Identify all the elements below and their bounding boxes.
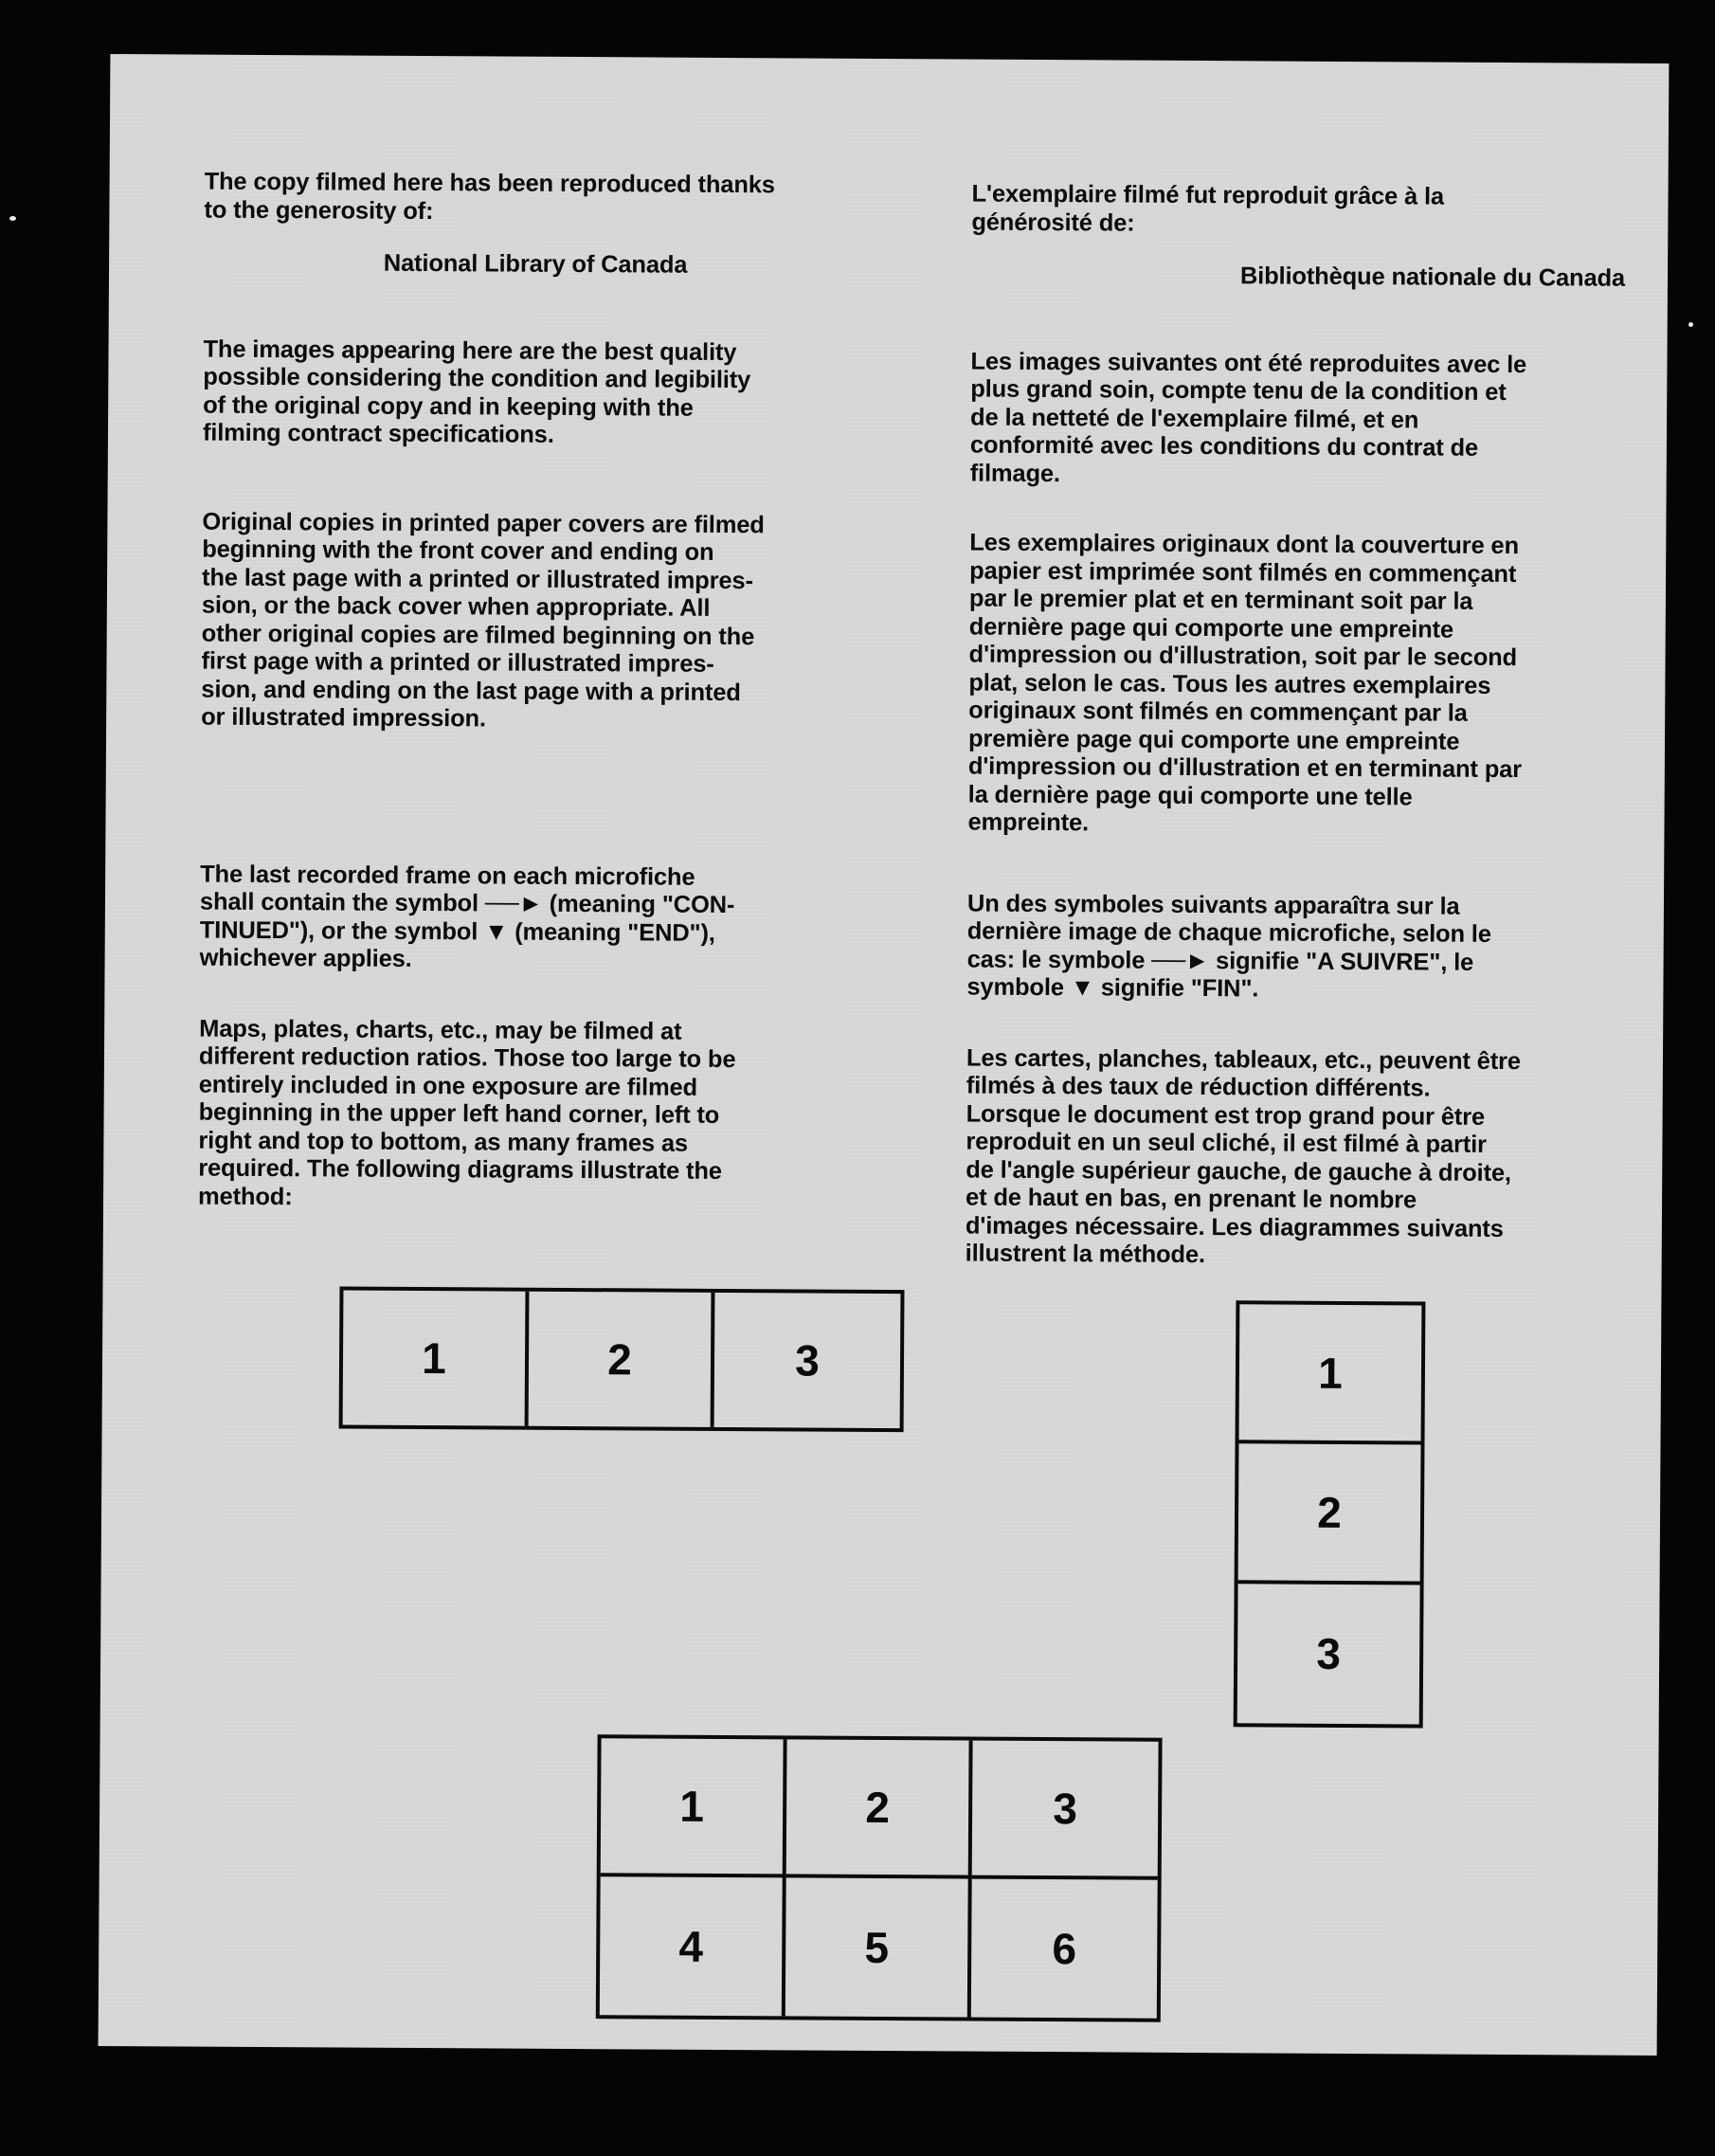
frame-cell: 4 xyxy=(600,1876,786,2016)
english-quality-paragraph: The images appearing here are the best quality possible considering the condition and legibility of the original copy and in keeping with the filming contract specifications. xyxy=(202,335,751,448)
english-column xyxy=(198,169,868,1215)
grid-diagram xyxy=(596,1734,1163,2022)
frame-cell: 5 xyxy=(785,1877,972,2017)
frame-cell: 3 xyxy=(1316,1629,1342,1679)
english-thanks: The copy filmed here has been reproduced thanks to the generosity of: xyxy=(204,168,775,225)
frame-cell: 2 xyxy=(529,1292,715,1427)
column-diagram xyxy=(1234,1300,1426,1728)
frame-cell: 1 xyxy=(1238,1304,1421,1444)
english-symbols-paragraph: The last recorded frame on each microfiche shall contain the symbol ──► (meaning "CON- TINUED"), or the symbol ▼ (meaning "END"), whichever applies. xyxy=(199,861,735,972)
french-column xyxy=(966,181,1626,1273)
english-covers-paragraph: Original copies in printed paper covers are filmed beginning with the front cover and ending on the last page with a printed or illustrated impres- sion, or the back cover when appropriate. All other original copies are filmed beginning on the first page with a printed or illustrated impres- sion, and ending on the last page with a printed or illustrated impression. xyxy=(201,508,765,733)
frame-cell: 6 xyxy=(1052,1924,1077,1974)
french-covers-paragraph: Les exemplaires originaux dont la couverture en papier est imprimée sont filmés en commençant par le premier plat et en terminant soit par la dernière page qui comporte une empreinte d'impression ou d'illustration, soit par le second plat, selon le cas. Tous les autres exemplaires originaux sont filmés en commençant par la première page qui comporte une empreinte d'impression ou d'illustration et en terminant par la dernière page qui comporte une telle empreinte. xyxy=(967,529,1523,837)
french-symbols-paragraph: Un des symboles suivants apparaîtra sur la dernière image de chaque microfiche, selon le cas: le symbole ──► signifie "A SUIVRE", le symbole ▼ signifie "FIN". xyxy=(966,890,1491,1003)
microfiche-target-sheet xyxy=(99,54,1670,2056)
english-institution: National Library of Canada xyxy=(383,249,688,279)
french-thanks: L'exemplaire filmé fut reproduit grâce à la générosité de: xyxy=(971,180,1445,237)
frame-cell: 2 xyxy=(786,1739,973,1878)
frame-cell: 1 xyxy=(601,1738,787,1877)
film-speck xyxy=(9,216,16,221)
english-maps-paragraph: Maps, plates, charts, etc., may be filmed at different reduction ratios. Those too large to be entirely included in one exposure are filmed beginning in the upper left hand corner, left to right and top to bottom, as many frames as required. The following diagrams illustrate the method: xyxy=(197,1015,736,1210)
frame-cell: 3 xyxy=(795,1335,820,1386)
french-maps-paragraph: Les cartes, planches, tableaux, etc., peuvent être filmés à des taux de réduction différents. Lorsque le document est trop grand pour être reproduit en un seul cliché, il est filmé à partir de l'angle supérieur gauche, de gauche à droite, et de haut en bas, en prenant le nombre d'images nécessaire. Les diagrammes suivants illustrent la méthode. xyxy=(965,1044,1521,1269)
french-institution: Bibliothèque nationale du Canada xyxy=(1239,263,1626,292)
row-diagram xyxy=(339,1286,905,1432)
french-quality-paragraph: Les images suivantes ont été reproduites avec le plus grand soin, compte tenu de la condition et de la netteté de l'exemplaire filmé, et en conformité avec les conditions du contrat de filmage. xyxy=(969,348,1527,487)
frame-cell: 3 xyxy=(972,1741,1159,1880)
film-speck xyxy=(1688,322,1693,327)
frame-cell: 1 xyxy=(343,1291,530,1426)
frame-cell: 2 xyxy=(1238,1444,1421,1585)
